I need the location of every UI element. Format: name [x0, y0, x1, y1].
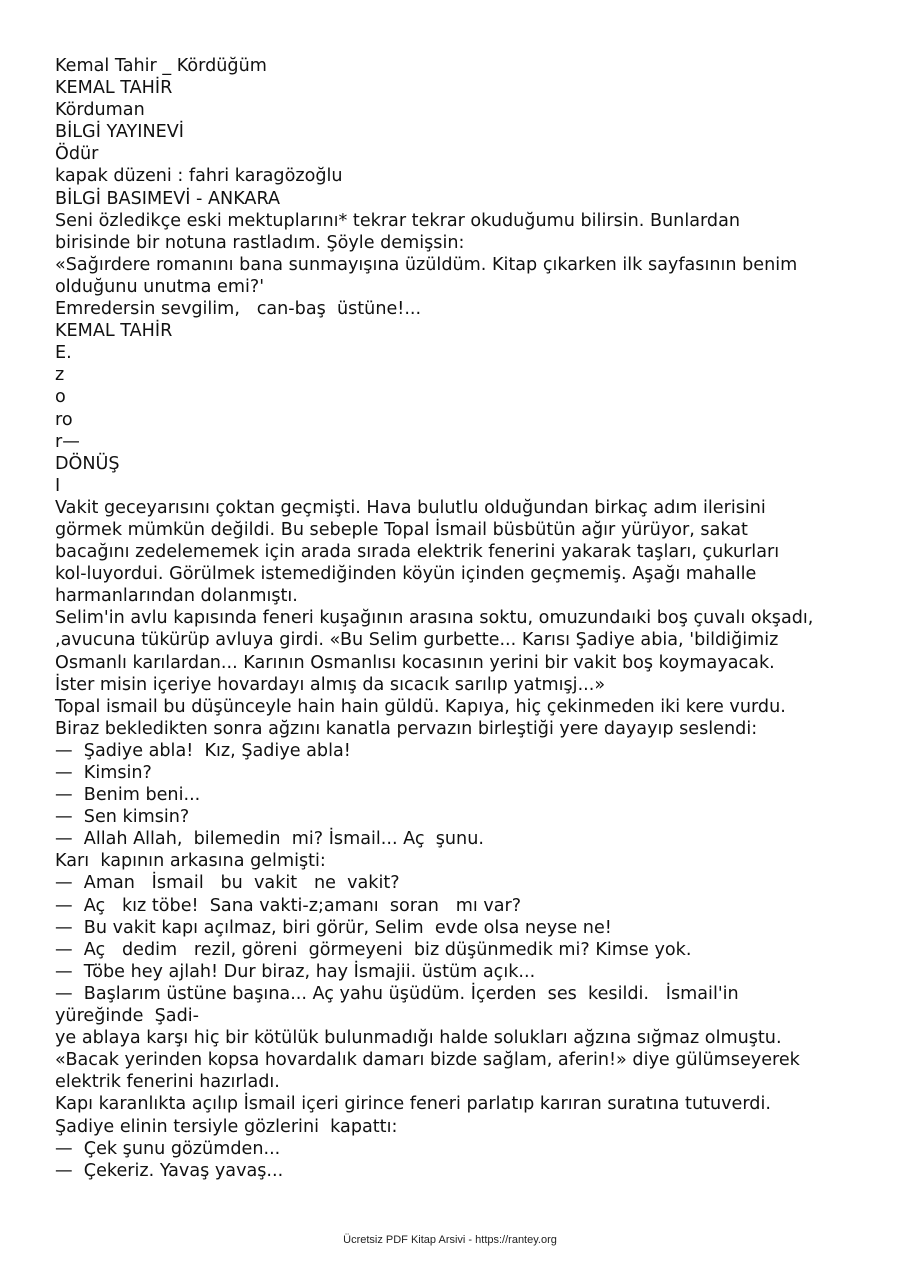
text-line: — Çekeriz. Yavaş yavaş...: [55, 1160, 284, 1181]
text-line: ,avucuna tükürüp avluya girdi. «Bu Selim gurbette... Karısı Şadiye abia, 'bildiğimiz: [55, 630, 779, 651]
text-line: Şadiye elinin tersiyle gözlerini kapattı:: [55, 1116, 398, 1137]
text-line: — Aç dedim rezil, göreni görmeyeni biz düşünmedik mi? Kimse yok.: [55, 939, 692, 960]
text-line: DÖNÜŞ: [55, 453, 120, 474]
text-line: kapak düzeni : fahri karagözoğlu: [55, 166, 343, 187]
text-line: Kemal Tahir _ Kördüğüm: [55, 56, 267, 76]
text-line: bacağını zedelememek için arada sırada elektrik fenerini yakarak taşları, çukurları: [55, 542, 780, 563]
text-line: o: [55, 387, 66, 408]
page-footer: Ücretsiz PDF Kitap Arsivi - https://rantey.org: [343, 1234, 557, 1246]
text-line: İster misin içeriye hovardayı almış da sıcacık sarılıp yatmışj...»: [55, 674, 606, 695]
text-line: Karı kapının arkasına gelmişti:: [55, 851, 326, 872]
text-line: — Aman İsmail bu vakit ne vakit?: [55, 873, 400, 894]
text-line: r—: [55, 431, 80, 452]
text-line: — Şadiye abla! Kız, Şadiye abla!: [55, 740, 351, 761]
text-line: Kapı karanlıkta açılıp İsmail içeri girince feneri parlatıp karıran suratına tutuverdi.: [55, 1094, 771, 1115]
text-line: KEMAL TAHİR: [55, 321, 173, 342]
text-line: — Töbe hey ajlah! Dur biraz, hay İsmajii. üstüm açık...: [55, 961, 536, 982]
text-line: ye ablaya karşı hiç bir kötülük bulunmadığı halde solukları ağzına sığmaz olmuştu.: [55, 1028, 782, 1049]
text-line: Seni özledikçe eski mektuplarını* tekrar tekrar okuduğumu bilirsin. Bunlardan: [55, 210, 741, 231]
text-line: elektrik fenerini hazırladı.: [55, 1072, 280, 1093]
text-line: — Bu vakit kapı açılmaz, biri görür, Selim evde olsa neyse ne!: [55, 917, 612, 938]
document-body: [55, 55, 875, 1182]
text-line: olduğunu unutma emi?': [55, 276, 265, 297]
text-line: kol-luyordui. Görülmek istemediğinden köyün içinden geçmemiş. Aşağı mahalle: [55, 564, 757, 585]
text-line: z: [55, 365, 65, 386]
text-line: Selim'in avlu kapısında feneri kuşağının arasına soktu, omuzundaıki boş çuvalı okşadı,: [55, 608, 814, 629]
text-line: harmanlarından dolanmıştı.: [55, 586, 298, 607]
text-line: Körduman: [55, 100, 145, 121]
text-line: «Bacak yerinden kopsa hovardalık damarı bizde sağlam, aferin!» diye gülümseyerek: [55, 1050, 800, 1071]
text-line: — Allah Allah, bilemedin mi? İsmail... Aç şunu.: [55, 829, 484, 850]
text-line: Osmanlı karılardan... Karının Osmanlısı kocasının yerini bir vakit boş koymayacak.: [55, 652, 775, 673]
text-line: yüreğinde Şadi-: [55, 1006, 199, 1027]
text-line: E.: [55, 343, 72, 364]
text-line: ro: [55, 409, 73, 430]
text-line: görmek mümkün değildi. Bu sebeple Topal İsmail büsbütün ağır yürüyor, sakat: [55, 519, 748, 540]
text-line: — Başlarım üstüne başına... Aç yahu üşüdüm. İçerden ses kesildi. İsmail'in: [55, 983, 739, 1004]
text-line: I: [55, 475, 61, 496]
text-line: — Çek şunu gözümden...: [55, 1138, 281, 1159]
text-line: Biraz bekledikten sonra ağzını kanatla pervazın birleştiği yere dayayıp seslendi:: [55, 718, 758, 739]
text-line: Ödür: [55, 144, 99, 165]
text-line: — Benim beni...: [55, 785, 201, 806]
text-line: — Sen kimsin?: [55, 807, 190, 828]
text-line: Topal ismail bu düşünceyle hain hain güldü. Kapıya, hiç çekinmeden iki kere vurdu.: [55, 696, 786, 717]
text-line: BİLGİ YAYINEVİ: [55, 122, 184, 143]
text-line: birisinde bir notuna rastladım. Şöyle demişsin:: [55, 232, 465, 253]
text-line: Emredersin sevgilim, can-baş üstüne!...: [55, 299, 422, 320]
text-line: BİLGİ BASIMEVİ - ANKARA: [55, 188, 280, 209]
text-line: — Aç kız töbe! Sana vakti-z;amanı soran mı var?: [55, 895, 522, 916]
text-line: «Sağırdere romanını bana sunmayışına üzüldüm. Kitap çıkarken ilk sayfasının benim: [55, 254, 798, 275]
text-line: KEMAL TAHİR: [55, 78, 173, 99]
text-line: Vakit geceyarısını çoktan geçmişti. Hava bulutlu olduğundan birkaç adım ilerisini: [55, 497, 766, 518]
text-line: — Kimsin?: [55, 763, 152, 783]
